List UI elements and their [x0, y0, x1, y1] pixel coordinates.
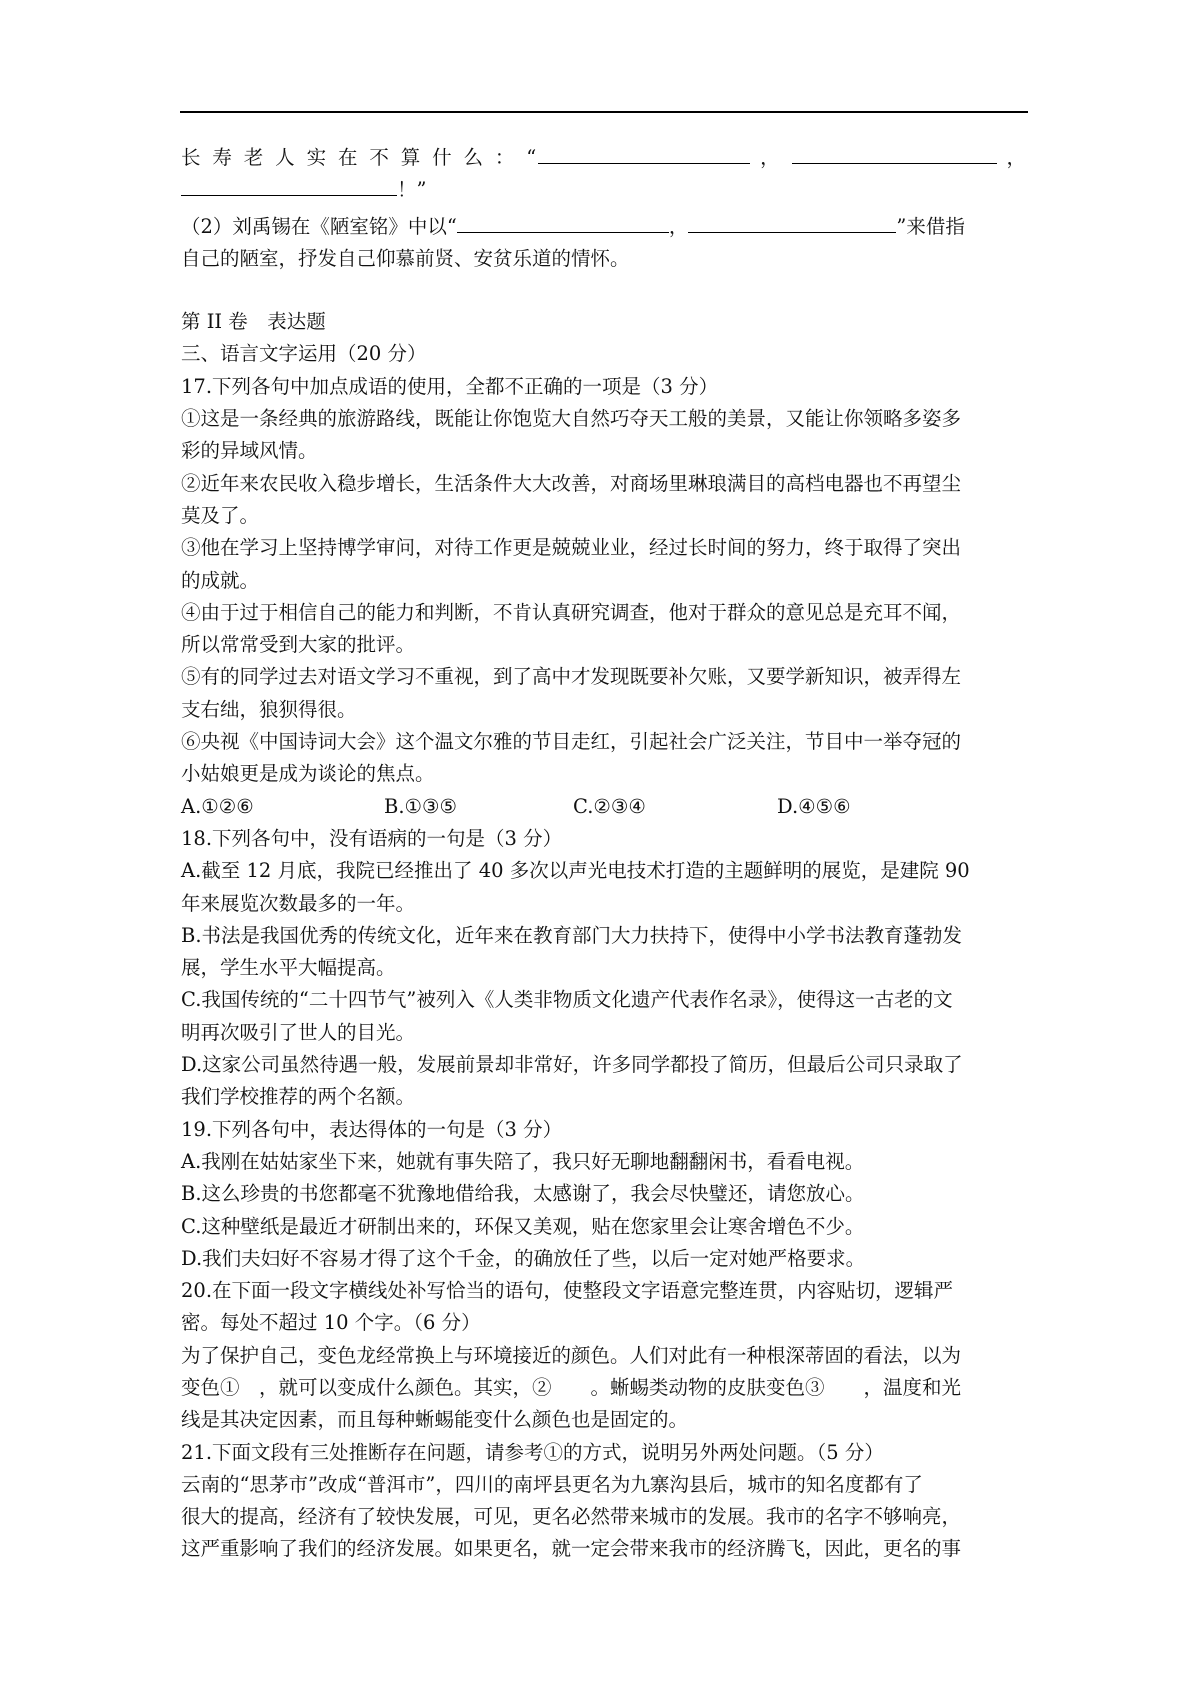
q20-stem: 20.在下面一段文字横线处补写恰当的语句，使整段文字语意完整连贯，内容贴切，逻辑严	[181, 1279, 954, 1303]
q21-line: 云南的“思茅市”改成“普洱市”，四川的南坪县更名为九寨沟县后，城市的知名度都有了	[181, 1472, 923, 1496]
q17-line: ⑤有的同学过去对语文学习不重视，到了高中才发现既要补欠账，又要学新知识，被弄得左	[181, 665, 962, 689]
header-rule	[180, 111, 1028, 113]
part-heading: 三、语言文字运用（20 分）	[181, 342, 427, 366]
q18-line: 年来展览次数最多的一年。	[181, 891, 416, 915]
option-d[interactable]: D.④⑤⑥	[777, 794, 851, 818]
answer-blank[interactable]	[538, 143, 750, 164]
q19-stem: 19.下列各句中，表达得体的一句是（3 分）	[181, 1117, 563, 1141]
answer-blank[interactable]	[792, 143, 997, 164]
q16-line1: 长寿老人实在不算什么：“ ， ，	[181, 142, 1028, 174]
q16-line2: ！”	[181, 174, 1028, 206]
option-c[interactable]: C.②③④	[573, 794, 646, 818]
q16-2-line2: 自己的陋室，抒发自己仰慕前贤、安贫乐道的情怀。	[181, 246, 630, 270]
q20-passage: 线是其决定因素，而且每种蜥蜴能变什么颜色也是固定的。	[181, 1408, 689, 1432]
q21-line: 很大的提高，经济有了较快发展，可见，更名必然带来城市的发展。我市的名字不够响亮，	[181, 1505, 962, 1529]
answer-blank[interactable]	[688, 212, 896, 233]
q20-stem: 密。每处不超过 10 个字。（6 分）	[181, 1311, 481, 1335]
q18-line: A.截至 12 月底，我院已经推出了 40 多次以声光电技术打造的主题鲜明的展览，是建院 90	[181, 859, 970, 883]
q17-line: 莫及了。	[181, 503, 260, 527]
q17-line: 的成就。	[181, 568, 260, 592]
answer-blank[interactable]	[181, 175, 397, 196]
q17-line: 彩的异域风情。	[181, 439, 318, 463]
q19-line: A.我刚在姑姑家坐下来，她就有事失陪了，我只好无聊地翻翻闲书，看看电视。	[181, 1149, 865, 1173]
option-a[interactable]: A.①②⑥	[181, 794, 254, 818]
q21-line: 这严重影响了我们的经济发展。如果更名，就一定会带来我市的经济腾飞，因此，更名的事	[181, 1537, 962, 1561]
q18-line: D.这家公司虽然待遇一般，发展前景却非常好，许多同学都投了简历，但最后公司只录取了	[181, 1053, 963, 1077]
option-b[interactable]: B.①③⑤	[384, 794, 457, 818]
q17-line: 所以常常受到大家的批评。	[181, 633, 416, 657]
volume-heading: 第 II 卷 表达题	[181, 310, 326, 334]
q17-options	[181, 791, 1028, 823]
q21-stem: 21.下面文段有三处推断存在问题，请参考①的方式，说明另外两处问题。（5 分）	[181, 1440, 884, 1464]
q19-line: C.这种壁纸是最近才研制出来的，环保又美观，贴在您家里会让寒舍增色不少。	[181, 1214, 865, 1238]
q17-line: ③他在学习上坚持博学审问，对待工作更是兢兢业业，经过长时间的努力，终于取得了突出	[181, 536, 962, 560]
q17-stem: 17.下列各句中加点成语的使用，全都不正确的一项是（3 分）	[181, 374, 719, 398]
answer-blank[interactable]	[457, 212, 669, 233]
q19-line: D.我们夫妇好不容易才得了这个千金，的确放任了些，以后一定对她严格要求。	[181, 1246, 866, 1270]
exam-page	[181, 142, 1028, 1566]
q18-line: 我们学校推荐的两个名额。	[181, 1085, 416, 1109]
q18-stem: 18.下列各句中，没有语病的一句是（3 分）	[181, 826, 563, 850]
q16-2-line1: （2）刘禹锡在《陋室铭》中以“ ， ”来借指	[181, 211, 1028, 243]
q18-line: B.书法是我国优秀的传统文化，近年来在教育部门大力扶持下，使得中小学书法教育蓬勃发	[181, 923, 963, 947]
q17-line: ①这是一条经典的旅游路线，既能让你饱览大自然巧夺天工般的美景，又能让你领略多姿多	[181, 407, 962, 431]
q20-passage: 为了保护自己，变色龙经常换上与环境接近的颜色。人们对此有一种根深蒂固的看法，以为	[181, 1343, 962, 1367]
q20-passage: 变色① ，就可以变成什么颜色。其实，② 。蜥蜴类动物的皮肤变色③ ，温度和光	[181, 1375, 962, 1399]
q17-line: ⑥央视《中国诗词大会》这个温文尔雅的节目走红，引起社会广泛关注，节目中一举夺冠的	[181, 730, 962, 754]
q18-line: C.我国传统的“二十四节气”被列入《人类非物质文化遗产代表作名录》，使得这一古老的文	[181, 988, 953, 1012]
q17-line: 小姑娘更是成为谈论的焦点。	[181, 762, 435, 786]
q18-line: 展，学生水平大幅提高。	[181, 956, 396, 980]
q17-line: ④由于过于相信自己的能力和判断，不肯认真研究调查，他对于群众的意见总是充耳不闻，	[181, 600, 962, 624]
q19-line: B.这么珍贵的书您都毫不犹豫地借给我，太感谢了，我会尽快璧还，请您放心。	[181, 1182, 865, 1206]
q17-line: 支右绌，狼狈得很。	[181, 697, 357, 721]
q17-line: ②近年来农民收入稳步增长，生活条件大大改善，对商场里琳琅满目的高档电器也不再望尘	[181, 471, 962, 495]
q18-line: 明再次吸引了世人的目光。	[181, 1020, 416, 1044]
